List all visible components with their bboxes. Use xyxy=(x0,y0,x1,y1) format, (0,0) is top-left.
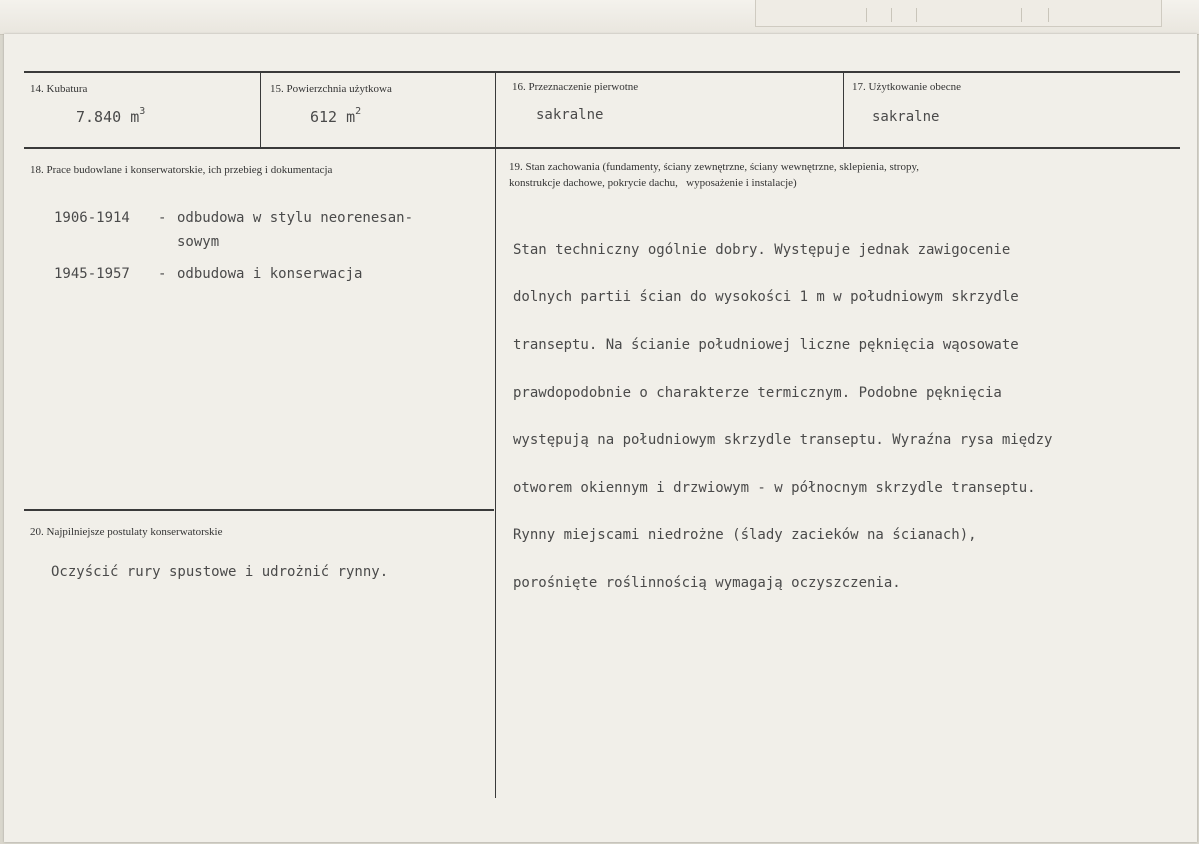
field-20-label: 20. Najpilniejsze postulaty konserwatorskie xyxy=(30,526,223,538)
divider-16-17 xyxy=(843,72,844,148)
field-18-entry-text: odbudowa w stylu neorenesan- xyxy=(177,210,414,226)
text-line: Stan techniczny ogólnie dobry. Występuje jednak zawigocenie xyxy=(513,241,1011,258)
text-line: porośnięte roślinnością wymagają oczyszczenia. xyxy=(513,574,901,591)
field-14-label: 14. Kubatura xyxy=(30,83,88,95)
previous-card-strip xyxy=(0,0,1199,35)
strip-table xyxy=(755,0,1162,27)
field-15-value: 612 $m^2$ xyxy=(310,106,362,126)
field-18-label: 18. Prace budowlane i konserwatorskie, ich przebieg i dokumentacja xyxy=(30,164,333,176)
field-18-entry-years: 1906-1914 xyxy=(54,210,130,226)
field-18-entry-dash: - xyxy=(158,210,167,226)
field-16-label: 16. Przeznaczenie pierwotne xyxy=(512,81,639,93)
field-18-entry-continuation: sowym xyxy=(177,234,220,250)
field-19-label: 19. Stan zachowania (fundamenty, ściany zewnętrzne, ściany wewnętrzne, sklepienia, stropy, xyxy=(509,161,920,173)
field-18-entry-dash: - xyxy=(158,266,167,282)
field-18-entry-years: 1945-1957 xyxy=(54,266,130,282)
field-18-entry-text: odbudowa i konserwacja xyxy=(177,266,363,282)
text-line: dolnych partii ścian do wysokości 1 m w południowym skrzydle xyxy=(513,289,1019,306)
divider-14-15 xyxy=(260,72,261,148)
field-19-text xyxy=(513,215,1183,620)
text-line: transeptu. Na ścianie południowej liczne pęknięcia wąosowate xyxy=(513,336,1019,353)
divider-15-16 xyxy=(495,72,496,798)
text-line: prawdopodobnie o charakterze termicznym. Podobne pęknięcia xyxy=(513,384,1002,401)
field-14-value: 7.840 $m^3$ xyxy=(76,106,146,126)
field-20-value: Oczyścić rury spustowe i udrożnić rynny. xyxy=(51,564,389,580)
text-line: otworem okiennym i drzwiowym - w północnym skrzydle transeptu. xyxy=(513,479,1036,496)
section-20-rule xyxy=(24,509,494,511)
middle-rule xyxy=(24,147,1180,149)
field-19-label-cont: konstrukcje dachowe, pokrycie dachu, wyposażenie i instalacje) xyxy=(509,177,797,189)
field-15-label: 15. Powierzchnia użytkowa xyxy=(270,83,392,95)
field-17-value: sakralne xyxy=(872,109,940,125)
top-rule xyxy=(24,71,1180,73)
text-line: występują na południowym skrzydle transeptu. Wyraźna rysa między xyxy=(513,432,1053,449)
text-line: Rynny miejscami niedrożne (ślady zacieków na ścianach), xyxy=(513,527,977,544)
field-17-label: 17. Użytkowanie obecne xyxy=(852,81,962,93)
field-16-value: sakralne xyxy=(536,107,604,123)
